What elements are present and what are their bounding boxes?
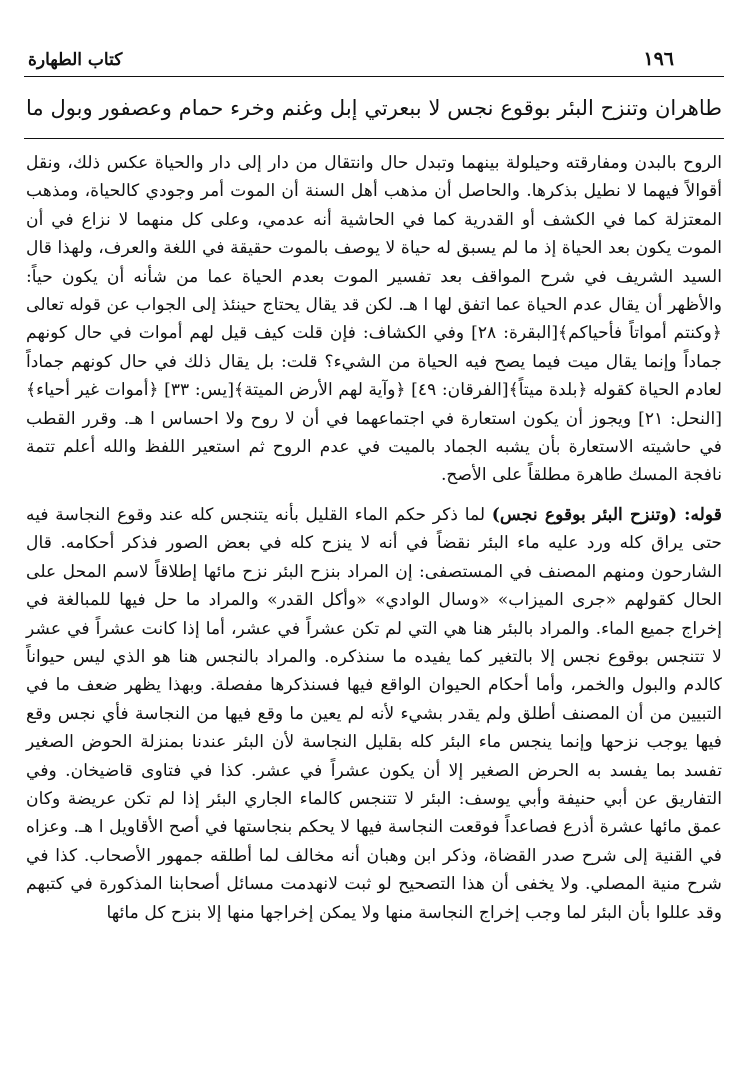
page-number: ١٩٦ [643,48,674,70]
page-header [24,46,724,77]
commentary [26,149,722,927]
commentary-lead-quote: قوله: (وتنزح البئر بوقوع نجس) [491,504,722,525]
commentary-paragraph-2-body: لما ذكر حكم الماء القليل بأنه يتنجس كله عند وقوع النجاسة فيه حتى يراق كله ورد عليه ماء البئر نقضاً في أنه لا ينزح كله في بعض الصور فذكر أحكامه. قال الشارحون ومنهم المصنف في المستصفى: إن المراد بنزح البئر نزح مائها إطلاقاً لاسم المحل على الحال كقولهم «جرى الميزاب» «وسال الوادي» «وأكل القدر» والمراد ما حل فيها للمبالغة في إخراج جميع الماء. والمراد بالبئر هنا هي التي لم تكن عشراً في عشر، أما إذا كانت عشراً في عشر لا تتنجس بوقوع نجس إلا بالتغير كما يفيده ما سنذكره. والمراد بالنجس هنا هو الذي ليس حيواناً كالدم والبول والخمر، وأما أحكام الحيوان الواقع فيها فسنذكرها مفصلة. وبهذا يظهر ضعف ما في التبيين من أن المصنف أطلق ولم يقدر بشيء لأنه لم يعين ما وقع فيها من النجاسة فأي نجس وقع فيها يوجب نزحها وإنما ينجس ماء البئر كله بقليل النجاسة لأن البئر عندنا بمنزلة الحوض الصغير تفسد بما يفسد به الحرض الصغير إلا أن يكون عشراً في عشر. كذا في فتاوى قاضيخان. وفي التفاريق عن أبي حنيفة وأبي يوسف: البئر لا تتنجس كالماء الجاري البئر إذا لم تكن عريضة وكان عمق مائها عشرة أذرع فصاعداً فوقعت النجاسة فيها لا يحكم بنجاستها في أصح الأقاويل ا هـ. وعزاه في القنية إلى شرح صدر القضاة، وذكر ابن وهبان أنه مخالف لما أطلقه جمهور الأصحاب. كذا في شرح منية المصلي. ولا يخفى أن هذا التصحيح لو ثبت لانهدمت مسائل أصحابنا المذكورة في كتبهم وقد عللوا بأن البئر لما وجب إخراج النجاسة منها ولا يمكن إخراجها منها إلا بنزح كل مائها [26,504,722,923]
commentary-paragraph-1: الروح بالبدن ومفارقته وحيلولة بينهما وتبدل حال وانتقال من دار إلى دار والحياة عكس ذلك، ونقل أقوالاً فيهما لا نطيل بذكرها. والحاصل أن مذهب أهل السنة أن الموت أمر وجودي كالحياة، ومذهب المعتزلة كما في الكشف أو القدرية كما في الحاشية أنه عدمي، وعلى كل منهما لا نزاع في أن الموت يكون بعد الحياة إذ ما لم يسبق له حياة لا يوصف بالموت حقيقة في اللغة والعرف، ولهذا قال السيد الشريف في شرح المواقف بعد تفسير الموت بعدم الحياة عما من شأنه أن يكون حياً: والأظهر أن يقال عدم الحياة عما اتفق لها ا هـ. لكن قد يقال يحتاج حينئذ إلى الجواب عن قوله تعالى ﴿وكنتم أمواتاً فأحياكم﴾[البقرة: ٢٨] وفي الكشاف: فإن قلت كيف قيل لهم أموات في حال كونهم جماداً وإنما يقال ميت فيما يصح فيه الحياة من الشيء؟ قلت: بل يقال ذلك في حال كونهم جماداً لعادم الحياة كقوله ﴿بلدة ميتاً﴾[الفرقان: ٤٩] ﴿وآية لهم الأرض الميتة﴾[يس: ٣٣] ﴿أموات غير أحياء﴾[النحل: ٢١] ويجوز أن يكون استعارة في اجتماعهما في أن لا روح ولا احساس ا هـ. وقرر القطب في حاشيته الاستعارة بأن يشبه الجماد بالميت في عدم الروح ثم استعير اللفظ والله أعلم تتمة نافجة المسك طاهرة مطلقاً على الأصح. [26,153,722,486]
commentary-paragraph-2 [26,501,722,927]
section-divider [24,138,724,139]
main-text: طاهران وتنزح البئر بوقوع نجس لا ببعرتي إبل وغنم وخرء حمام وعصفور وبول ما [26,96,722,120]
book-title: كتاب الطهارة [28,50,123,70]
